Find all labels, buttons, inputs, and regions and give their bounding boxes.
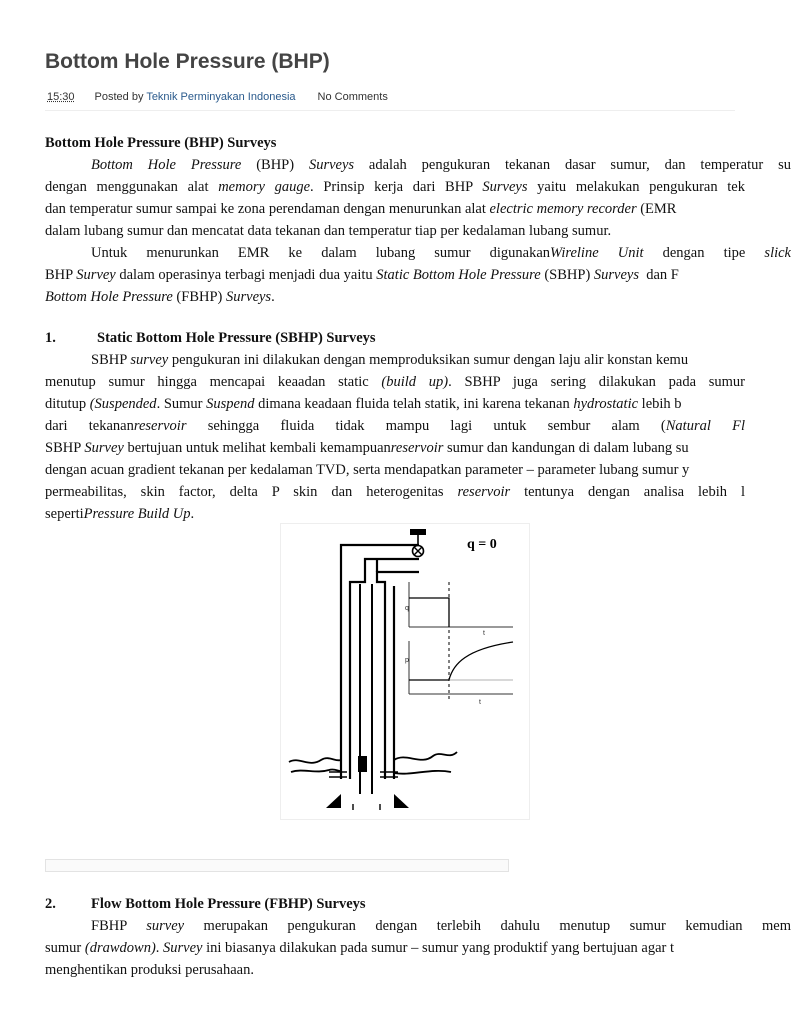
q-zero-label: q = 0 <box>467 537 497 552</box>
fbhp-number: 2. <box>45 896 56 912</box>
pressure-vs-time-plot <box>409 641 513 694</box>
sbhp-line: SBHP survey pengukuran ini dilakukan dengan memproduksikan sumur dengan laju alir konstan kemu <box>91 352 689 368</box>
valve-icon <box>410 529 426 557</box>
intro-line: Bottom Hole Pressure (FBHP) Surveys. <box>45 289 275 305</box>
rate-vs-time-plot <box>409 582 513 627</box>
comments-link[interactable]: No Comments <box>317 91 388 103</box>
memory-gauge-icon <box>358 756 367 772</box>
sbhp-heading <box>45 327 785 349</box>
p-axis-label: p <box>405 657 409 664</box>
sbhp-line: sepertiPressure Build Up. <box>45 506 195 522</box>
meta-divider <box>45 110 735 111</box>
intro-line: dan temperatur sumur sampai ke zona perendaman dengan menurunkan alat electric memory recorder (EMR <box>45 201 677 217</box>
sbhp-diagram-figure <box>280 523 530 820</box>
fbhp-heading-text: Flow Bottom Hole Pressure (FBHP) Surveys <box>91 896 366 912</box>
t-axis-label-top: t <box>483 630 485 637</box>
sbhp-section <box>45 327 785 525</box>
intro-line: Bottom Hole Pressure (BHP) Surveys adalah pengukuran tekanan dasar sumur, dan temperatur su <box>91 157 791 173</box>
intro-section <box>45 132 791 308</box>
t-axis-label-bottom: t <box>479 699 481 706</box>
posted-by-label: Posted by <box>94 91 144 103</box>
sbhp-line: menutup sumur hingga mencapai keaadan static (build up). SBHP juga sering dilakukan pada sumur <box>45 374 745 390</box>
fbhp-line: menghentikan produksi perusahaan. <box>45 962 254 978</box>
post-title: Bottom Hole Pressure (BHP) <box>45 50 330 73</box>
sbhp-line: dari tekananreservoir sehingga fluida tidak mampu lagi untuk sembur alam (Natural Fl <box>45 418 745 434</box>
intro-line: BHP Survey dalam operasinya terbagi menjadi dua yaitu Static Bottom Hole Pressure (SBHP) Surveys dan F <box>45 267 679 283</box>
fbhp-heading <box>45 893 785 915</box>
q-axis-label: q <box>405 605 409 612</box>
embed-placeholder-bar <box>45 859 509 872</box>
post-meta <box>47 91 388 103</box>
author-link[interactable]: Teknik Perminyakan Indonesia <box>146 91 296 103</box>
post-time-link[interactable]: 15:30 <box>47 91 75 103</box>
intro-line: Untuk menurunkan EMR ke dalam lubang sumur digunakanWireline Unit dengan tipe slick <box>91 245 791 261</box>
sbhp-line: ditutup (Suspended. Sumur Suspend dimana keadaan fluida telah statik, ini karena tekanan hydrostatic lebih b <box>45 396 682 412</box>
sbhp-heading-text: Static Bottom Hole Pressure (SBHP) Surveys <box>97 330 376 346</box>
intro-line: dengan menggunakan alat memory gauge. Prinsip kerja dari BHP Surveys yaitu melakukan pengukuran tek <box>45 179 745 195</box>
fbhp-line: FBHP survey merupakan pengukuran dengan terlebih dahulu menutup sumur kemudian mem <box>91 918 791 934</box>
sbhp-line: dengan acuan gradient tekanan per kedalaman TVD, serta mendapatkan parameter – parameter lubang sumur y <box>45 462 690 478</box>
sbhp-line: permeabilitas, skin factor, delta P skin dan heterogenitas reservoir tentunya dengan analisa lebih l <box>45 484 745 500</box>
intro-line: dalam lubang sumur dan mencatat data tekanan dan temperatur tiap per kedalaman lubang sumur. <box>45 223 612 239</box>
sbhp-diagram <box>281 524 529 819</box>
sbhp-number: 1. <box>45 330 56 346</box>
intro-heading: Bottom Hole Pressure (BHP) Surveys <box>45 135 277 151</box>
fbhp-section <box>45 893 791 981</box>
fbhp-line: sumur (drawdown). Survey ini biasanya dilakukan pada sumur – sumur yang produktif yang bertujuan agar t <box>45 940 675 956</box>
sbhp-line: SBHP Survey bertujuan untuk melihat kembali kemampuanreservoir sumur dan kandungan di dalam lubang su <box>45 440 689 456</box>
